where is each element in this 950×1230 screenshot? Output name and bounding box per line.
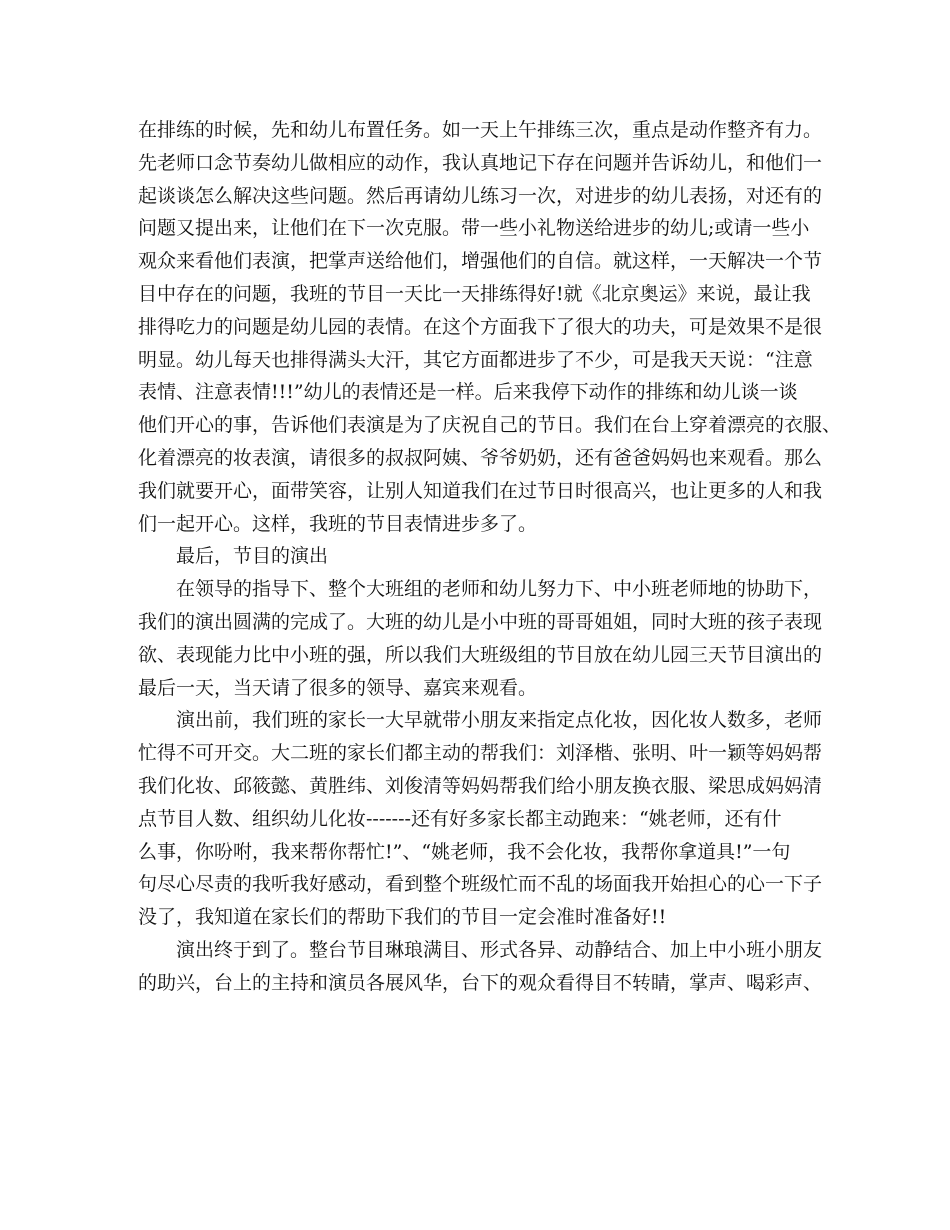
- text-line: 我们的演出圆满的完成了。大班的幼儿是小中班的哥哥姐姐，同时大班的孩子表现: [138, 610, 823, 633]
- text-line: 没了，我知道在家长们的帮助下我们的节目一定会准时准备好!!: [138, 906, 667, 929]
- text-line: 目中存在的问题，我班的节目一天比一天排练得好!就《北京奥运》来说，最让我: [138, 282, 811, 305]
- text-line: 句尽心尽责的我听我好感动，看到整个班级忙而不乱的场面我开始担心的心一下子: [138, 873, 823, 896]
- text-line: 化着漂亮的妆表演，请很多的叔叔阿姨、爷爷奶奶，还有爸爸妈妈也来观看。那么: [138, 446, 823, 469]
- text-line: 我们就要开心，面带笑容，让别人知道我们在过节日时很高兴，也让更多的人和我: [138, 479, 823, 502]
- text-line: 们一起开心。这样，我班的节目表情进步多了。: [138, 512, 538, 535]
- text-line: 我们化妆、邱筱懿、黄胜纬、刘俊清等妈妈帮我们给小朋友换衣服、梁思成妈妈清: [138, 774, 823, 797]
- text-line: 排得吃力的问题是幼儿园的表情。在这个方面我下了很大的功夫，可是效果不是很: [138, 315, 823, 338]
- text-line: 问题又提出来，让他们在下一次克服。带一些小礼物送给进步的幼儿;或请一些小: [138, 217, 810, 240]
- paragraph-start-line: 演出终于到了。整台节目琳琅满目、形式各异、动静结合、加上中小班小朋友: [176, 938, 823, 961]
- text-line: 忙得不可开交。大二班的家长们都主动的帮我们：刘泽楷、张明、叶一颖等妈妈帮: [138, 742, 823, 765]
- text-line: 表情、注意表情!!!”幼儿的表情还是一样。后来我停下动作的排练和幼儿谈一谈: [138, 381, 798, 404]
- paragraph-start-line: 演出前，我们班的家长一大早就带小朋友来指定点化妆，因化妆人数多，老师: [176, 709, 823, 732]
- text-line: 明显。幼儿每天也排得满头大汗，其它方面都进步了不少，可是我天天说：“注意: [138, 348, 813, 371]
- body-text: [138, 114, 842, 1000]
- paragraph-start-line: 在领导的指导下、整个大班组的老师和幼儿努力下、中小班老师地的协助下，: [176, 578, 823, 601]
- text-line: 点节目人数、组织幼儿化妆-------还有好多家长都主动跑来：“姚老师，还有什: [138, 807, 782, 830]
- text-line: 在排练的时候，先和幼儿布置任务。如一天上午排练三次，重点是动作整齐有力。: [138, 119, 823, 141]
- text-line: 起谈谈怎么解决这些问题。然后再请幼儿练习一次，对进步的幼儿表扬，对还有的: [138, 184, 823, 207]
- section-heading: 最后，节目的演出: [176, 545, 329, 568]
- text-line: 先老师口念节奏幼儿做相应的动作，我认真地记下存在问题并告诉幼儿，和他们一: [138, 151, 823, 174]
- text-line: 观众来看他们表演，把掌声送给他们，增强他们的自信。就这样，一天解决一个节: [138, 250, 823, 273]
- text-line: 最后一天，当天请了很多的领导、嘉宾来观看。: [138, 676, 538, 699]
- text-line: 欲、表现能力比中小班的强，所以我们大班级组的节目放在幼儿园三天节目演出的: [138, 643, 823, 666]
- text-line: 他们开心的事，告诉他们表演是为了庆祝自己的节日。我们在台上穿着漂亮的衣服、: [138, 414, 842, 437]
- text-line: 的助兴，台上的主持和演员各展风华，台下的观众看得目不转睛，掌声、喝彩声、: [138, 971, 823, 994]
- text-line: 么事，你吩咐，我来帮你帮忙!”、“姚老师，我不会化妆，我帮你拿道具!”一句: [138, 840, 791, 863]
